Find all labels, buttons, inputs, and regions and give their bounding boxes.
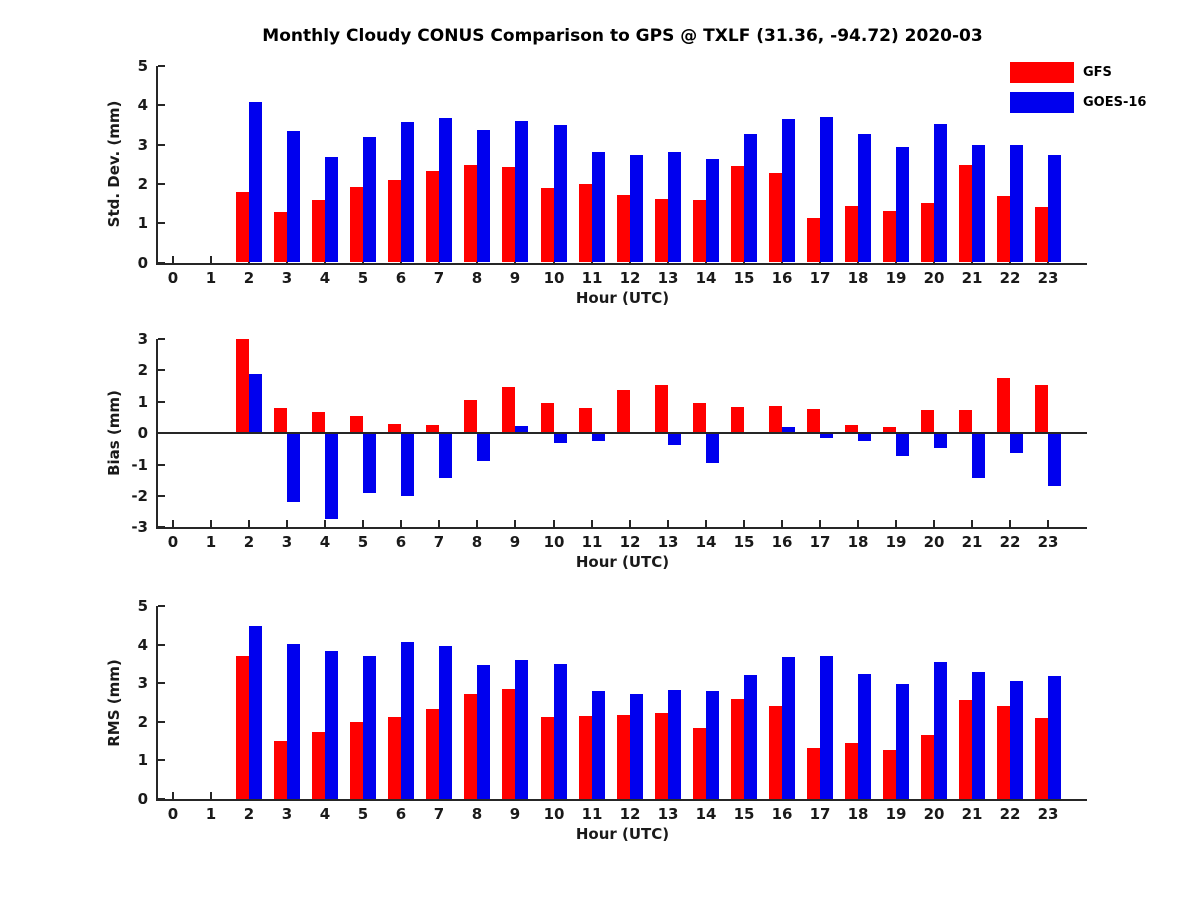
bar-goes-16-hour-4 — [325, 157, 338, 262]
bar-goes-16-hour-18 — [858, 433, 871, 441]
bar-gfs-hour-11 — [579, 408, 592, 433]
x-tick — [1047, 520, 1049, 527]
y-tick-label: 3 — [137, 330, 148, 348]
x-tick — [172, 256, 174, 263]
rms-x-axis-label: Hour (UTC) — [575, 825, 670, 843]
y-tick — [158, 222, 165, 224]
x-tick-label: 20 — [923, 805, 945, 823]
y-tick — [158, 65, 165, 67]
x-tick-label: 4 — [319, 533, 331, 552]
x-tick-label: 11 — [581, 268, 603, 287]
x-tick-label: 22 — [999, 805, 1021, 823]
bar-gfs-hour-10 — [541, 403, 554, 433]
x-tick-label: 3 — [281, 805, 293, 823]
x-tick-label: 0 — [167, 805, 179, 823]
y-tick-label: 0 — [137, 424, 148, 442]
bar-gfs-hour-4 — [312, 200, 325, 262]
legend-item-gfs — [1010, 62, 1112, 83]
x-tick-label: 19 — [885, 805, 907, 823]
x-tick-label: 13 — [657, 268, 679, 287]
x-tick-label: 0 — [167, 533, 179, 552]
bar-gfs-hour-14 — [693, 403, 706, 433]
bar-goes-16-hour-2 — [249, 374, 262, 433]
std-dev-y-axis-label: Std. Dev. (mm) — [105, 100, 123, 228]
bar-gfs-hour-5 — [350, 722, 363, 799]
x-tick-label: 5 — [357, 268, 369, 287]
bar-goes-16-hour-3 — [287, 644, 300, 799]
bar-gfs-hour-9 — [502, 689, 515, 799]
x-tick-label: 21 — [961, 268, 983, 287]
x-tick — [705, 520, 707, 527]
x-tick-label: 19 — [885, 268, 907, 287]
bar-gfs-hour-3 — [274, 408, 287, 433]
y-tick — [158, 401, 165, 403]
x-tick-label: 14 — [695, 805, 717, 823]
y-tick — [158, 682, 165, 684]
bar-gfs-hour-5 — [350, 416, 363, 434]
bar-gfs-hour-21 — [959, 410, 972, 433]
x-tick-label: 17 — [809, 805, 831, 823]
bar-goes-16-hour-13 — [668, 690, 681, 799]
bar-goes-16-hour-16 — [782, 119, 795, 262]
x-tick-label: 5 — [357, 533, 369, 552]
bar-goes-16-hour-3 — [287, 433, 300, 502]
bar-gfs-hour-17 — [807, 409, 820, 433]
bar-goes-16-hour-5 — [363, 656, 376, 799]
bar-goes-16-hour-23 — [1048, 676, 1061, 799]
bar-goes-16-hour-6 — [401, 122, 414, 262]
x-tick — [210, 520, 212, 527]
x-tick-label: 19 — [885, 533, 907, 552]
x-tick-label: 4 — [319, 805, 331, 823]
y-tick-label: -1 — [131, 456, 148, 474]
x-tick — [629, 520, 631, 527]
x-tick-label: 15 — [733, 805, 755, 823]
bar-gfs-hour-2 — [236, 192, 249, 263]
gfs-color-swatch — [1010, 62, 1074, 83]
bar-goes-16-hour-13 — [668, 433, 681, 445]
bar-gfs-hour-20 — [921, 410, 934, 433]
y-axis-line — [156, 606, 158, 801]
bar-goes-16-hour-14 — [706, 159, 719, 263]
bar-goes-16-hour-20 — [934, 433, 947, 448]
x-tick-label: 21 — [961, 805, 983, 823]
bar-goes-16-hour-7 — [439, 433, 452, 478]
x-tick — [781, 520, 783, 527]
bar-gfs-hour-20 — [921, 735, 934, 799]
bar-goes-16-hour-10 — [554, 433, 567, 443]
bar-gfs-hour-3 — [274, 741, 287, 799]
x-tick-label: 2 — [243, 533, 255, 552]
bar-goes-16-hour-12 — [630, 694, 643, 799]
bar-gfs-hour-23 — [1035, 207, 1048, 262]
bar-goes-16-hour-23 — [1048, 433, 1061, 486]
x-tick-label: 13 — [657, 805, 679, 823]
bar-gfs-hour-19 — [883, 750, 896, 799]
y-tick-label: 5 — [137, 57, 148, 75]
bar-goes-16-hour-8 — [477, 433, 490, 461]
legend-item-goes16 — [1010, 92, 1146, 113]
x-tick-label: 23 — [1037, 533, 1059, 552]
legend-label-goes16: GOES-16 — [1083, 95, 1147, 110]
y-tick — [158, 338, 165, 340]
x-tick — [362, 520, 364, 527]
y-tick-label: 2 — [137, 713, 148, 731]
bar-gfs-hour-11 — [579, 716, 592, 799]
y-tick-label: 1 — [137, 751, 148, 769]
x-tick-label: 22 — [999, 533, 1021, 552]
bar-goes-16-hour-22 — [1010, 433, 1023, 453]
y-tick-label: 3 — [137, 136, 148, 154]
y-axis-line — [156, 66, 158, 265]
x-tick-label: 23 — [1037, 268, 1059, 287]
bar-gfs-hour-14 — [693, 728, 706, 799]
bar-goes-16-hour-18 — [858, 134, 871, 263]
x-tick — [895, 520, 897, 527]
bar-gfs-hour-2 — [236, 656, 249, 799]
bar-goes-16-hour-14 — [706, 433, 719, 463]
bar-goes-16-hour-12 — [630, 155, 643, 263]
bar-goes-16-hour-6 — [401, 433, 414, 496]
x-tick-label: 5 — [357, 805, 369, 823]
x-tick-label: 18 — [847, 805, 869, 823]
bar-goes-16-hour-15 — [744, 675, 757, 799]
bar-goes-16-hour-19 — [896, 147, 909, 262]
x-tick-label: 15 — [733, 533, 755, 552]
x-tick — [248, 520, 250, 527]
bar-gfs-hour-3 — [274, 212, 287, 262]
bar-gfs-hour-6 — [388, 717, 401, 799]
bar-gfs-hour-13 — [655, 199, 668, 262]
std-dev-x-axis-label: Hour (UTC) — [575, 288, 670, 307]
y-tick — [158, 104, 165, 106]
x-tick-label: 8 — [471, 268, 483, 287]
bar-gfs-hour-11 — [579, 184, 592, 263]
bar-goes-16-hour-6 — [401, 642, 414, 799]
bar-goes-16-hour-19 — [896, 433, 909, 456]
y-tick-label: 2 — [137, 175, 148, 193]
x-tick-label: 1 — [205, 268, 217, 287]
bar-gfs-hour-8 — [464, 165, 477, 262]
x-tick-label: 6 — [395, 268, 407, 287]
bar-gfs-hour-4 — [312, 732, 325, 799]
x-tick-label: 14 — [695, 268, 717, 287]
x-tick-label: 17 — [809, 533, 831, 552]
bar-gfs-hour-21 — [959, 700, 972, 799]
bias-y-axis-label: Bias (mm) — [105, 390, 123, 477]
bar-goes-16-hour-22 — [1010, 681, 1023, 799]
x-tick-label: 8 — [471, 805, 483, 823]
x-tick — [857, 520, 859, 527]
bar-goes-16-hour-17 — [820, 117, 833, 263]
bar-gfs-hour-20 — [921, 203, 934, 262]
bar-goes-16-hour-21 — [972, 145, 985, 262]
x-axis-line — [156, 799, 1087, 801]
y-tick — [158, 721, 165, 723]
bar-goes-16-hour-7 — [439, 118, 452, 262]
bar-gfs-hour-4 — [312, 412, 325, 433]
bar-goes-16-hour-9 — [515, 660, 528, 799]
x-tick — [438, 520, 440, 527]
bar-gfs-hour-12 — [617, 715, 630, 799]
x-tick-label: 3 — [281, 533, 293, 552]
bar-goes-16-hour-4 — [325, 651, 338, 799]
bar-gfs-hour-9 — [502, 387, 515, 433]
y-tick-label: -3 — [131, 518, 148, 536]
bar-gfs-hour-7 — [426, 171, 439, 263]
bar-gfs-hour-10 — [541, 188, 554, 263]
x-tick-label: 18 — [847, 268, 869, 287]
bar-gfs-hour-23 — [1035, 718, 1048, 799]
bar-gfs-hour-10 — [541, 717, 554, 799]
y-tick-label: 1 — [137, 393, 148, 411]
x-tick — [210, 256, 212, 263]
bar-gfs-hour-13 — [655, 385, 668, 433]
zero-baseline — [158, 432, 1087, 434]
y-tick — [158, 144, 165, 146]
bar-gfs-hour-7 — [426, 709, 439, 799]
bar-gfs-hour-15 — [731, 407, 744, 433]
x-tick-label: 7 — [433, 533, 445, 552]
x-tick-label: 16 — [771, 533, 793, 552]
x-tick-label: 11 — [581, 533, 603, 552]
y-tick-label: -2 — [131, 487, 148, 505]
x-tick-label: 16 — [771, 268, 793, 287]
x-tick-label: 22 — [999, 268, 1021, 287]
bar-gfs-hour-23 — [1035, 385, 1048, 433]
goes16-color-swatch — [1010, 92, 1074, 113]
rms-y-axis-label: RMS (mm) — [105, 658, 123, 747]
x-axis-line — [156, 527, 1087, 529]
x-tick-label: 17 — [809, 268, 831, 287]
bar-gfs-hour-22 — [997, 378, 1010, 433]
x-tick — [1009, 520, 1011, 527]
y-tick-label: 4 — [137, 636, 148, 654]
x-tick-label: 21 — [961, 533, 983, 552]
bar-goes-16-hour-3 — [287, 131, 300, 263]
x-tick — [743, 520, 745, 527]
x-tick-label: 2 — [243, 805, 255, 823]
bar-goes-16-hour-10 — [554, 125, 567, 263]
x-tick-label: 16 — [771, 805, 793, 823]
y-axis-line — [156, 339, 158, 529]
x-tick-label: 12 — [619, 805, 641, 823]
bar-gfs-hour-22 — [997, 196, 1010, 263]
x-tick-label: 20 — [923, 533, 945, 552]
bar-goes-16-hour-11 — [592, 433, 605, 441]
x-tick — [286, 520, 288, 527]
x-tick-label: 7 — [433, 805, 445, 823]
y-tick — [158, 644, 165, 646]
bar-goes-16-hour-8 — [477, 665, 490, 799]
x-tick-label: 18 — [847, 533, 869, 552]
x-tick-label: 14 — [695, 533, 717, 552]
legend-label-gfs: GFS — [1083, 65, 1112, 80]
bar-gfs-hour-5 — [350, 187, 363, 262]
x-tick-label: 9 — [509, 268, 521, 287]
bar-gfs-hour-2 — [236, 339, 249, 433]
bar-gfs-hour-13 — [655, 713, 668, 799]
bar-goes-16-hour-5 — [363, 433, 376, 493]
bar-gfs-hour-14 — [693, 200, 706, 262]
x-tick-label: 3 — [281, 268, 293, 287]
bar-gfs-hour-8 — [464, 400, 477, 434]
x-tick — [971, 520, 973, 527]
bar-goes-16-hour-20 — [934, 124, 947, 263]
bar-gfs-hour-16 — [769, 173, 782, 263]
x-tick-label: 4 — [319, 268, 331, 287]
x-tick — [591, 520, 593, 527]
x-tick-label: 12 — [619, 268, 641, 287]
x-axis-line — [156, 263, 1087, 265]
bar-goes-16-hour-7 — [439, 646, 452, 799]
y-tick — [158, 605, 165, 607]
x-tick — [667, 520, 669, 527]
y-tick — [158, 262, 165, 264]
x-tick-label: 13 — [657, 533, 679, 552]
x-tick-label: 1 — [205, 805, 217, 823]
x-tick — [819, 520, 821, 527]
bar-goes-16-hour-14 — [706, 691, 719, 799]
bar-gfs-hour-15 — [731, 166, 744, 263]
bar-goes-16-hour-15 — [744, 134, 757, 262]
bar-gfs-hour-16 — [769, 406, 782, 433]
y-tick — [158, 526, 165, 528]
y-tick — [158, 183, 165, 185]
bar-goes-16-hour-18 — [858, 674, 871, 799]
bar-gfs-hour-9 — [502, 167, 515, 263]
y-tick-label: 0 — [137, 790, 148, 808]
x-tick-label: 0 — [167, 268, 179, 287]
bar-goes-16-hour-10 — [554, 664, 567, 799]
bar-goes-16-hour-19 — [896, 684, 909, 799]
bar-goes-16-hour-21 — [972, 672, 985, 799]
x-tick-label: 10 — [543, 805, 565, 823]
x-tick — [324, 520, 326, 527]
chart-title: Monthly Cloudy CONUS Comparison to GPS @ TXLF (31.36, -94.72) 2020-03 — [262, 26, 983, 46]
y-tick-label: 1 — [137, 214, 148, 232]
bar-goes-16-hour-2 — [249, 102, 262, 262]
bar-gfs-hour-6 — [388, 180, 401, 263]
x-tick-label: 9 — [509, 805, 521, 823]
x-tick-label: 9 — [509, 533, 521, 552]
bar-gfs-hour-21 — [959, 165, 972, 262]
x-tick — [553, 520, 555, 527]
bar-goes-16-hour-21 — [972, 433, 985, 478]
bar-gfs-hour-8 — [464, 694, 477, 799]
y-tick — [158, 369, 165, 371]
bar-gfs-hour-18 — [845, 206, 858, 263]
bar-goes-16-hour-5 — [363, 137, 376, 263]
x-tick — [933, 520, 935, 527]
y-tick — [158, 759, 165, 761]
bar-goes-16-hour-13 — [668, 152, 681, 263]
x-tick-label: 15 — [733, 268, 755, 287]
x-tick — [210, 792, 212, 799]
y-tick-label: 5 — [137, 597, 148, 615]
x-tick — [172, 792, 174, 799]
bar-gfs-hour-17 — [807, 218, 820, 262]
bar-goes-16-hour-23 — [1048, 155, 1061, 263]
x-tick-label: 6 — [395, 805, 407, 823]
x-tick-label: 20 — [923, 268, 945, 287]
bar-gfs-hour-19 — [883, 211, 896, 262]
bar-gfs-hour-12 — [617, 390, 630, 433]
x-tick-label: 10 — [543, 533, 565, 552]
bar-gfs-hour-12 — [617, 195, 630, 262]
bar-goes-16-hour-9 — [515, 121, 528, 262]
x-tick — [172, 520, 174, 527]
x-tick — [400, 520, 402, 527]
bar-gfs-hour-18 — [845, 743, 858, 799]
y-tick — [158, 495, 165, 497]
bar-goes-16-hour-8 — [477, 130, 490, 263]
bar-goes-16-hour-4 — [325, 433, 338, 519]
bar-gfs-hour-15 — [731, 699, 744, 799]
y-tick-label: 4 — [137, 96, 148, 114]
x-tick-label: 11 — [581, 805, 603, 823]
bias-x-axis-label: Hour (UTC) — [575, 553, 670, 572]
y-tick-label: 3 — [137, 674, 148, 692]
x-tick-label: 7 — [433, 268, 445, 287]
x-tick-label: 2 — [243, 268, 255, 287]
x-tick-label: 1 — [205, 533, 217, 552]
bar-gfs-hour-16 — [769, 706, 782, 799]
bar-goes-16-hour-22 — [1010, 145, 1023, 263]
bar-goes-16-hour-20 — [934, 662, 947, 799]
x-tick-label: 23 — [1037, 805, 1059, 823]
x-tick-label: 6 — [395, 533, 407, 552]
bar-gfs-hour-17 — [807, 748, 820, 799]
y-tick-label: 0 — [137, 254, 148, 272]
y-tick — [158, 464, 165, 466]
bar-goes-16-hour-11 — [592, 152, 605, 262]
bar-goes-16-hour-2 — [249, 626, 262, 799]
x-tick-label: 10 — [543, 268, 565, 287]
bar-goes-16-hour-11 — [592, 691, 605, 799]
bar-gfs-hour-22 — [997, 706, 1010, 799]
bar-goes-16-hour-17 — [820, 656, 833, 799]
x-tick-label: 12 — [619, 533, 641, 552]
y-tick — [158, 798, 165, 800]
y-tick-label: 2 — [137, 361, 148, 379]
x-tick-label: 8 — [471, 533, 483, 552]
bar-goes-16-hour-16 — [782, 657, 795, 799]
x-tick — [476, 520, 478, 527]
x-tick — [514, 520, 516, 527]
